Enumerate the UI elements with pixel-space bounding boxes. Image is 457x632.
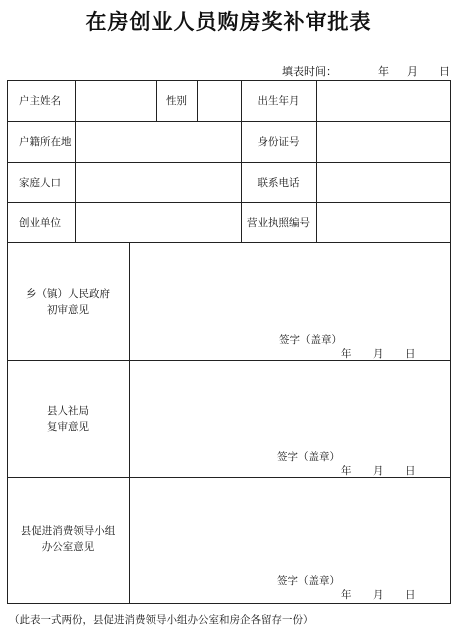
- fill-date-label: 填表时间：: [282, 65, 337, 78]
- id-number-label: 身份证号: [257, 136, 300, 148]
- owner-name-field[interactable]: [76, 80, 156, 121]
- hr-bureau-opinion-label: [7, 403, 129, 435]
- phone-field[interactable]: [317, 162, 450, 202]
- family-size-field[interactable]: [76, 162, 241, 202]
- hr-bureau-opinion-label-line1: 县人社局: [47, 405, 89, 417]
- township-opinion-label-line2: 初审意见: [47, 304, 89, 316]
- gender-label: 性别: [166, 95, 187, 107]
- license-no-label: 营业执照编号: [247, 216, 310, 229]
- hr-bureau-day: 日: [405, 465, 416, 477]
- township-opinion-label-line1: 乡（镇）人民政府: [26, 288, 110, 300]
- fill-date-year: 年: [378, 65, 389, 78]
- hr-bureau-year: 年: [341, 465, 352, 477]
- consumption-office-year: 年: [341, 589, 352, 601]
- household-reg-field[interactable]: [76, 121, 241, 162]
- consumption-office-opinion-label: [7, 523, 129, 555]
- license-no-field[interactable]: [317, 202, 450, 242]
- hr-bureau-month: 月: [373, 465, 384, 477]
- fill-date-day: 日: [439, 65, 450, 78]
- consumption-office-month: 月: [373, 589, 384, 601]
- employer-field[interactable]: [76, 202, 241, 242]
- household-reg-label: 户籍所在地: [19, 136, 72, 148]
- township-signature-label: 签字（盖章）: [279, 334, 342, 346]
- family-size-label: 家庭人口: [19, 176, 61, 189]
- township-day: 日: [405, 348, 416, 360]
- owner-name-label: 户主姓名: [19, 95, 61, 107]
- gender-field[interactable]: [198, 80, 241, 121]
- form-title: 在房创业人员购房奖补审批表: [85, 9, 372, 34]
- birth-label: 出生年月: [257, 95, 300, 107]
- township-opinion-label: [7, 286, 129, 318]
- employer-label: 创业单位: [19, 216, 61, 229]
- hr-bureau-opinion-label-line2: 复审意见: [47, 421, 89, 433]
- consumption-office-opinion-label-line2: 办公室意见: [41, 541, 95, 553]
- township-month: 月: [373, 348, 384, 360]
- consumption-office-signature-label: 签字（盖章）: [277, 575, 340, 587]
- township-year: 年: [341, 348, 352, 360]
- id-number-field[interactable]: [317, 121, 450, 162]
- fill-date-month: 月: [407, 65, 418, 78]
- footnote: （此表一式两份，县促进消费领导小组办公室和房企各留存一份）: [9, 614, 314, 626]
- birth-field[interactable]: [317, 80, 450, 121]
- phone-label: 联系电话: [257, 176, 300, 189]
- consumption-office-opinion-label-line1: 县促进消费领导小组: [20, 525, 116, 537]
- hr-bureau-signature-label: 签字（盖章）: [277, 451, 340, 463]
- consumption-office-day: 日: [405, 589, 416, 601]
